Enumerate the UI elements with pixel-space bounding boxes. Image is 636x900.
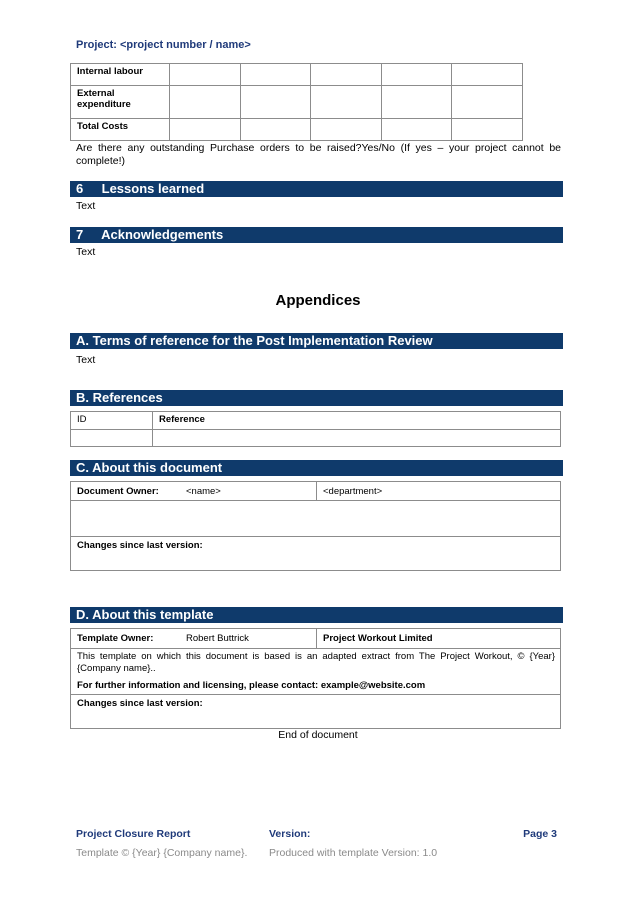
document-info-box (70, 481, 561, 571)
divider (316, 629, 317, 648)
changes-label: Changes since last version: (77, 540, 203, 551)
footer-page-number: Page 3 (523, 828, 557, 840)
organisation: Project Workout Limited (323, 633, 433, 644)
appendices-title: Appendices (275, 292, 361, 309)
appendix-a-text: Text (76, 354, 96, 366)
table-row (71, 119, 523, 141)
row-label: External expenditure (71, 86, 170, 119)
contact-line: For further information and licensing, please contact: example@website.com (77, 680, 426, 691)
section-title: Acknowledgements (101, 227, 224, 242)
appendix-c-header: C. About this document (70, 460, 563, 476)
section-ack-header (70, 227, 563, 243)
section-title: Lessons learned (101, 181, 205, 196)
document-owner-label: Document Owner: (77, 486, 159, 497)
footer-version-label: Version: (269, 828, 311, 840)
footer-report-title: Project Closure Report (76, 828, 191, 840)
table-row (71, 86, 523, 119)
costs-table (70, 63, 523, 141)
table-row (71, 430, 561, 447)
section-number: 7 (76, 227, 84, 242)
end-of-document: End of document (278, 729, 358, 741)
divider (316, 482, 317, 500)
references-table (70, 411, 561, 447)
purchase-question: Are there any outstanding Purchase orders to be raised?Yes/No (If yes – your project cannot be complete!) (76, 142, 561, 167)
template-owner-value: Robert Buttrick (186, 633, 249, 644)
department-value: <department> (323, 486, 383, 497)
footer-produced: Produced with template Version: 1.0 (269, 847, 438, 859)
changes-label: Changes since last version: (77, 698, 203, 709)
table-row (71, 412, 561, 430)
appendix-d-header: D. About this template (70, 607, 563, 623)
appendix-a-header: A. Terms of reference for the Post Implementation Review (70, 333, 563, 349)
col-id: ID (71, 412, 153, 430)
row-label: Internal labour (71, 64, 170, 86)
appendix-b-header: B. References (70, 390, 563, 406)
col-reference: Reference (153, 412, 561, 430)
template-owner-label: Template Owner: (77, 633, 154, 644)
project-header: Project: <project number / name> (76, 39, 251, 51)
section-number: 6 (76, 181, 84, 196)
ack-text: Text (76, 246, 96, 258)
section-lessons-header (70, 181, 563, 197)
row-label: Total Costs (71, 119, 170, 141)
document-owner-value: <name> (186, 486, 221, 497)
template-note: This template on which this document is based is an adapted extract from The Project Workout, © {Year} {Company name}.. (77, 651, 555, 674)
table-row (71, 64, 523, 86)
footer-template-copyright: Template © {Year} {Company name}. (76, 847, 248, 859)
template-info-box (70, 628, 561, 729)
lessons-text: Text (76, 200, 96, 212)
